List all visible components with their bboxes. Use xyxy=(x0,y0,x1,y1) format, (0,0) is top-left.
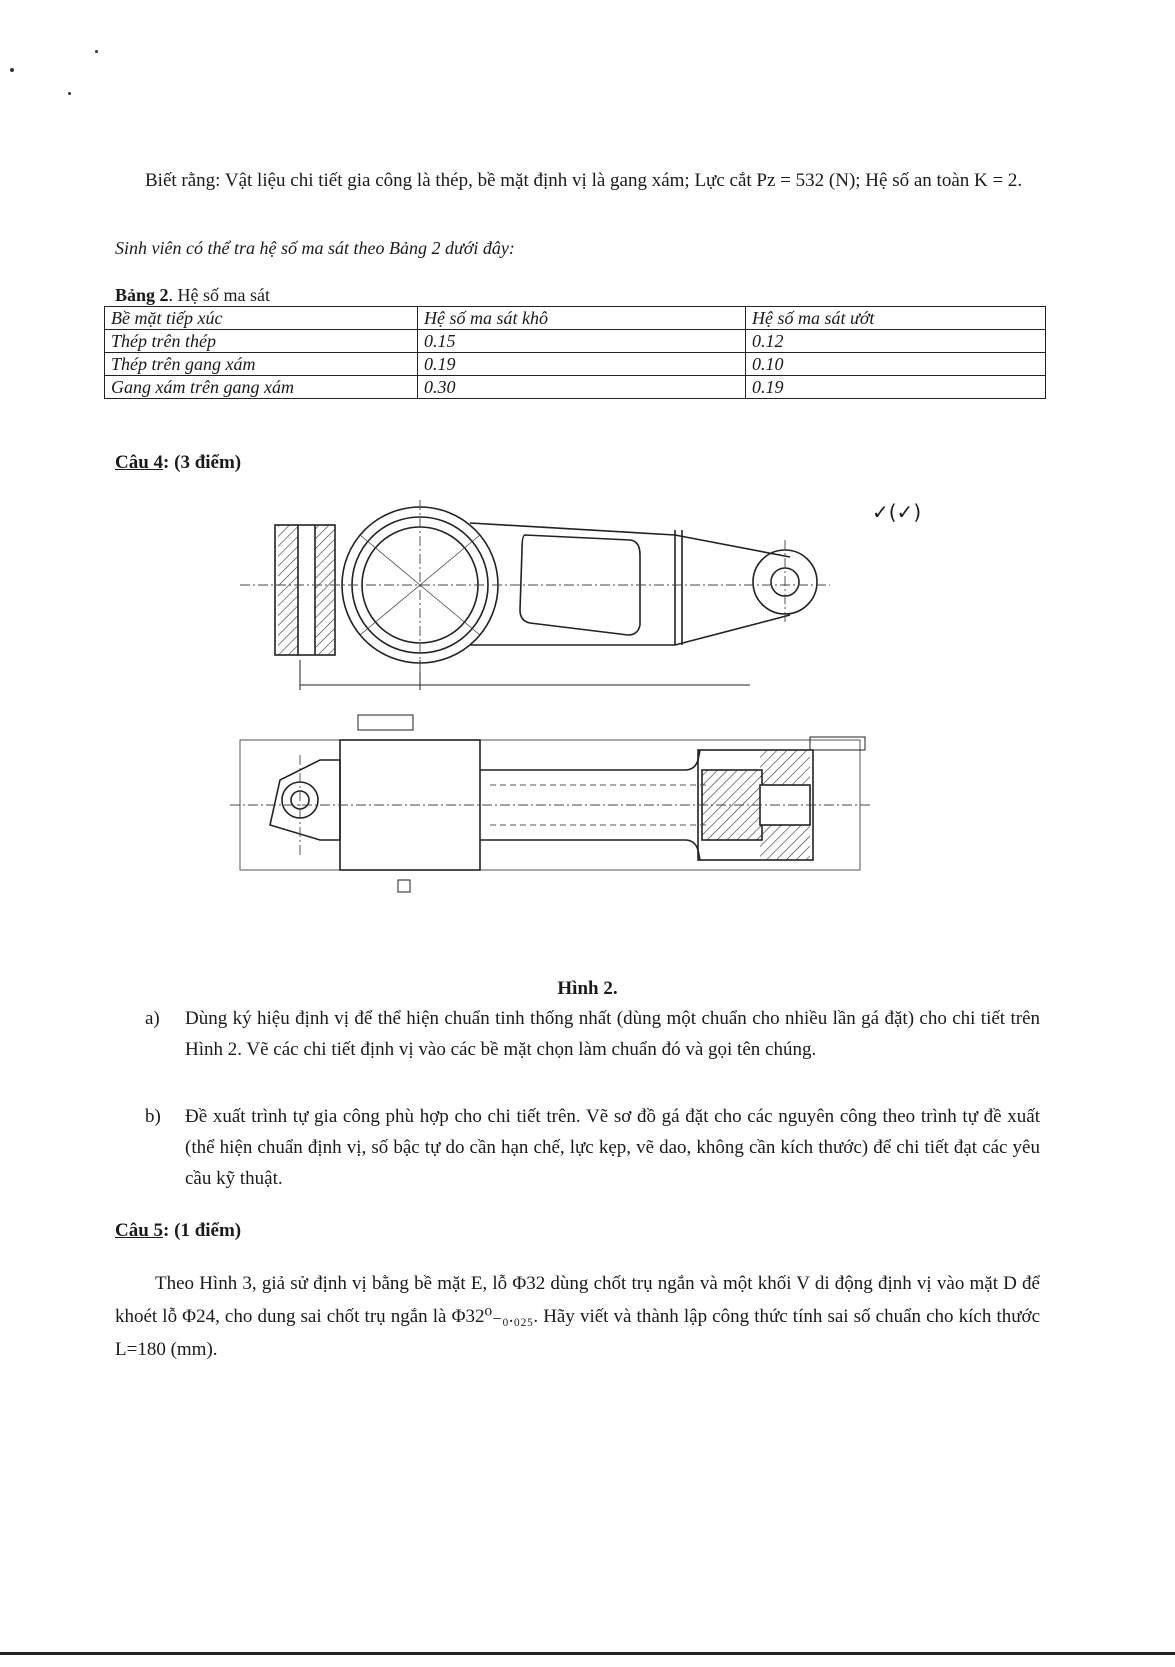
technical-drawing xyxy=(230,495,950,940)
roughness-symbol: ✓(✓) xyxy=(872,500,922,524)
scan-speck xyxy=(10,68,14,72)
table-header-row xyxy=(105,307,1046,330)
question-4-label: Câu 4 xyxy=(115,452,164,473)
table-cell: Thép trên gang xám xyxy=(105,353,418,376)
table-caption-text: . Hệ số ma sát xyxy=(168,285,271,305)
list-item-text: Dùng ký hiệu định vị để thể hiện chuẩn tinh thống nhất (dùng một chuẩn cho nhiều lần gá đặt) cho chi tiết trên Hình 2. Vẽ các chi tiết định vị vào các bề mặt chọn làm chuẩn đó và gọi tên chúng. xyxy=(185,1008,1040,1060)
scan-speck xyxy=(95,50,98,53)
figure-caption: Hình 2. xyxy=(557,978,618,999)
table-cell: 0.19 xyxy=(418,353,746,376)
table-hint: Sinh viên có thể tra hệ số ma sát theo Bảng 2 dưới đây: xyxy=(115,238,515,258)
question-5-label: Câu 5 xyxy=(115,1220,164,1241)
question-5-points: : (1 điểm) xyxy=(163,1220,242,1241)
table-header-cell: Hệ số ma sát khô xyxy=(418,307,746,330)
list-item xyxy=(145,1101,1040,1194)
question-4-points: : (3 điểm) xyxy=(163,452,242,473)
friction-table xyxy=(104,306,1046,399)
intro-paragraph: Biết rằng: Vật liệu chi tiết gia công là thép, bề mặt định vị là gang xám; Lực cắt Pz = 532 (N); Hệ số an toàn K = 2. xyxy=(145,170,1023,191)
table-cell: Gang xám trên gang xám xyxy=(105,376,418,399)
list-item-label: a) xyxy=(145,1008,160,1029)
table-cell: 0.30 xyxy=(418,376,746,399)
table-caption-label: Bảng 2 xyxy=(115,285,169,305)
scan-speck xyxy=(68,92,71,95)
table-row xyxy=(105,353,1046,376)
table-header-cell: Hệ số ma sát ướt xyxy=(746,307,1046,330)
list-item-text: Đề xuất trình tự gia công phù hợp cho chi tiết trên. Vẽ sơ đồ gá đặt cho các nguyên công theo trình tự đề xuất (thể hiện chuẩn định vị, số bậc tự do cần hạn chế, lực kẹp, vẽ dao, không cần kích thước) để chi tiết đạt các yêu cầu kỹ thuật. xyxy=(185,1106,1040,1189)
table-cell: 0.15 xyxy=(418,330,746,353)
page-bottom-edge xyxy=(0,1652,1175,1655)
question-5-heading xyxy=(115,1220,241,1242)
table-cell: 0.12 xyxy=(746,330,1046,353)
list-item-label: b) xyxy=(145,1106,161,1127)
drawing-svg xyxy=(230,495,950,940)
table-cell: Thép trên thép xyxy=(105,330,418,353)
table-cell: 0.19 xyxy=(746,376,1046,399)
table-cell: 0.10 xyxy=(746,353,1046,376)
table-row xyxy=(105,330,1046,353)
table-header-cell: Bề mặt tiếp xúc xyxy=(105,307,418,330)
question-4-heading xyxy=(115,452,241,474)
question-5-text: Theo Hình 3, giả sử định vị bằng bề mặt E, lỗ Φ32 dùng chốt trụ ngắn và một khối V di động định vị vào mặt D để khoét lỗ Φ24, cho dung sai chốt trụ ngắn là Φ32⁰₋₀.₀₂₅. Hãy viết và thành lập công thức tính sai số chuẩn cho kích thước L=180 (mm). xyxy=(115,1273,1040,1360)
table-caption xyxy=(115,285,270,306)
table-row xyxy=(105,376,1046,399)
list-item xyxy=(145,1003,1040,1065)
